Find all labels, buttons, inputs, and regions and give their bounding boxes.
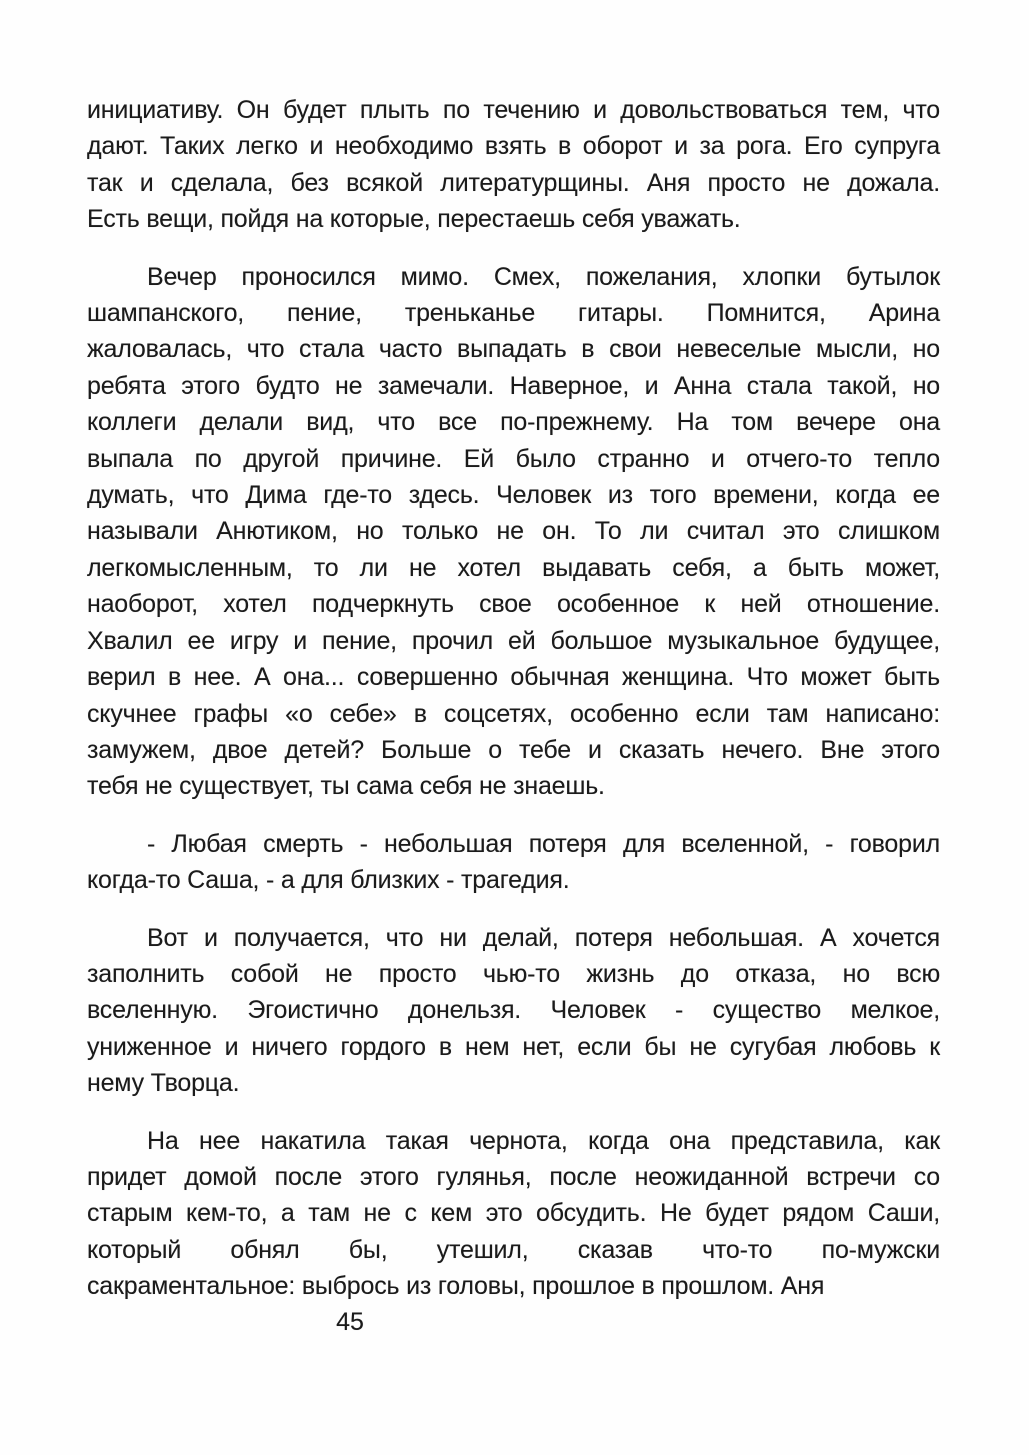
text-line: наоборот, хотел подчеркнуть свое особенное к ней отношение. <box>87 590 940 619</box>
text-line: так и сделала, без всякой литературщины. Аня просто не дожала. <box>87 168 940 197</box>
page-text-block <box>87 92 940 1305</box>
text-line: На нее накатила такая чернота, когда она представила, как <box>147 1126 940 1155</box>
text-line: заполнить собой не просто чью-то жизнь до отказа, но всю <box>87 959 940 988</box>
text-line: думать, что Дима где-то здесь. Человек из того времени, когда ее <box>87 481 940 510</box>
paragraph <box>87 1123 940 1305</box>
text-line: униженное и ничего гордого в нем нет, если бы не сугубая любовь к <box>87 1032 940 1061</box>
paragraph <box>87 92 940 238</box>
text-line: Есть вещи, пойдя на которые, перестаешь себя уважать. <box>87 205 741 234</box>
paragraph <box>87 826 940 899</box>
text-line: жаловалась, что стала часто выпадать в свои невеселые мысли, но <box>87 335 940 364</box>
text-line: легкомысленным, то ли не хотел выдавать себя, а быть может, <box>87 553 940 582</box>
text-line: коллеги делали вид, что все по-прежнему. На том вечере она <box>87 408 940 437</box>
text-line: старым кем-то, а там не с кем это обсудить. Не будет рядом Саши, <box>87 1199 940 1228</box>
text-line: Хвалил ее игру и пение, прочил ей большое музыкальное будущее, <box>87 626 940 655</box>
text-line: тебя не существует, ты сама себя не знаешь. <box>87 772 605 801</box>
text-line: верил в нее. А она... совершенно обычная женщина. Что может быть <box>87 663 940 692</box>
text-line: шампанского, пение, треньканье гитары. Помнится, Арина <box>87 299 940 328</box>
text-line: нему Творца. <box>87 1069 240 1098</box>
text-line: ребята этого будто не замечали. Наверное, и Анна стала такой, но <box>87 371 940 400</box>
page-number: 45 <box>336 1308 364 1336</box>
text-line: называли Анютиком, но только не он. То ли считал это слишком <box>87 517 940 546</box>
text-line: Вечер проносился мимо. Смех, пожелания, хлопки бутылок <box>147 262 940 291</box>
text-line: когда-то Саша, - а для близких - трагедия. <box>87 866 570 895</box>
text-line: придет домой после этого гулянья, после неожиданной встречи со <box>87 1162 940 1191</box>
text-line: дают. Таких легко и необходимо взять в оборот и за рога. Его супруга <box>87 132 940 161</box>
text-line: замужем, двое детей? Больше о тебе и сказать нечего. Вне этого <box>87 735 940 764</box>
text-line: выпала по другой причине. Ей было странно и отчего-то тепло <box>87 444 940 473</box>
text-line: сакраментальное: выбрось из головы, прошлое в прошлом. Аня <box>87 1272 825 1301</box>
text-line: который обнял бы, утешил, сказав что-то по-мужски <box>87 1235 940 1264</box>
paragraph <box>87 259 940 805</box>
text-line: - Любая смерть - небольшая потеря для вселенной, - говорил <box>147 829 940 858</box>
paragraph <box>87 920 940 1102</box>
text-line: скучнее графы «о себе» в соцсетях, особенно если там написано: <box>87 699 940 728</box>
text-line: Вот и получается, что ни делай, потеря небольшая. А хочется <box>147 923 940 952</box>
text-line: вселенную. Эгоистично донельзя. Человек - существо мелкое, <box>87 996 940 1025</box>
text-line: инициативу. Он будет плыть по течению и довольствоваться тем, что <box>87 96 940 124</box>
